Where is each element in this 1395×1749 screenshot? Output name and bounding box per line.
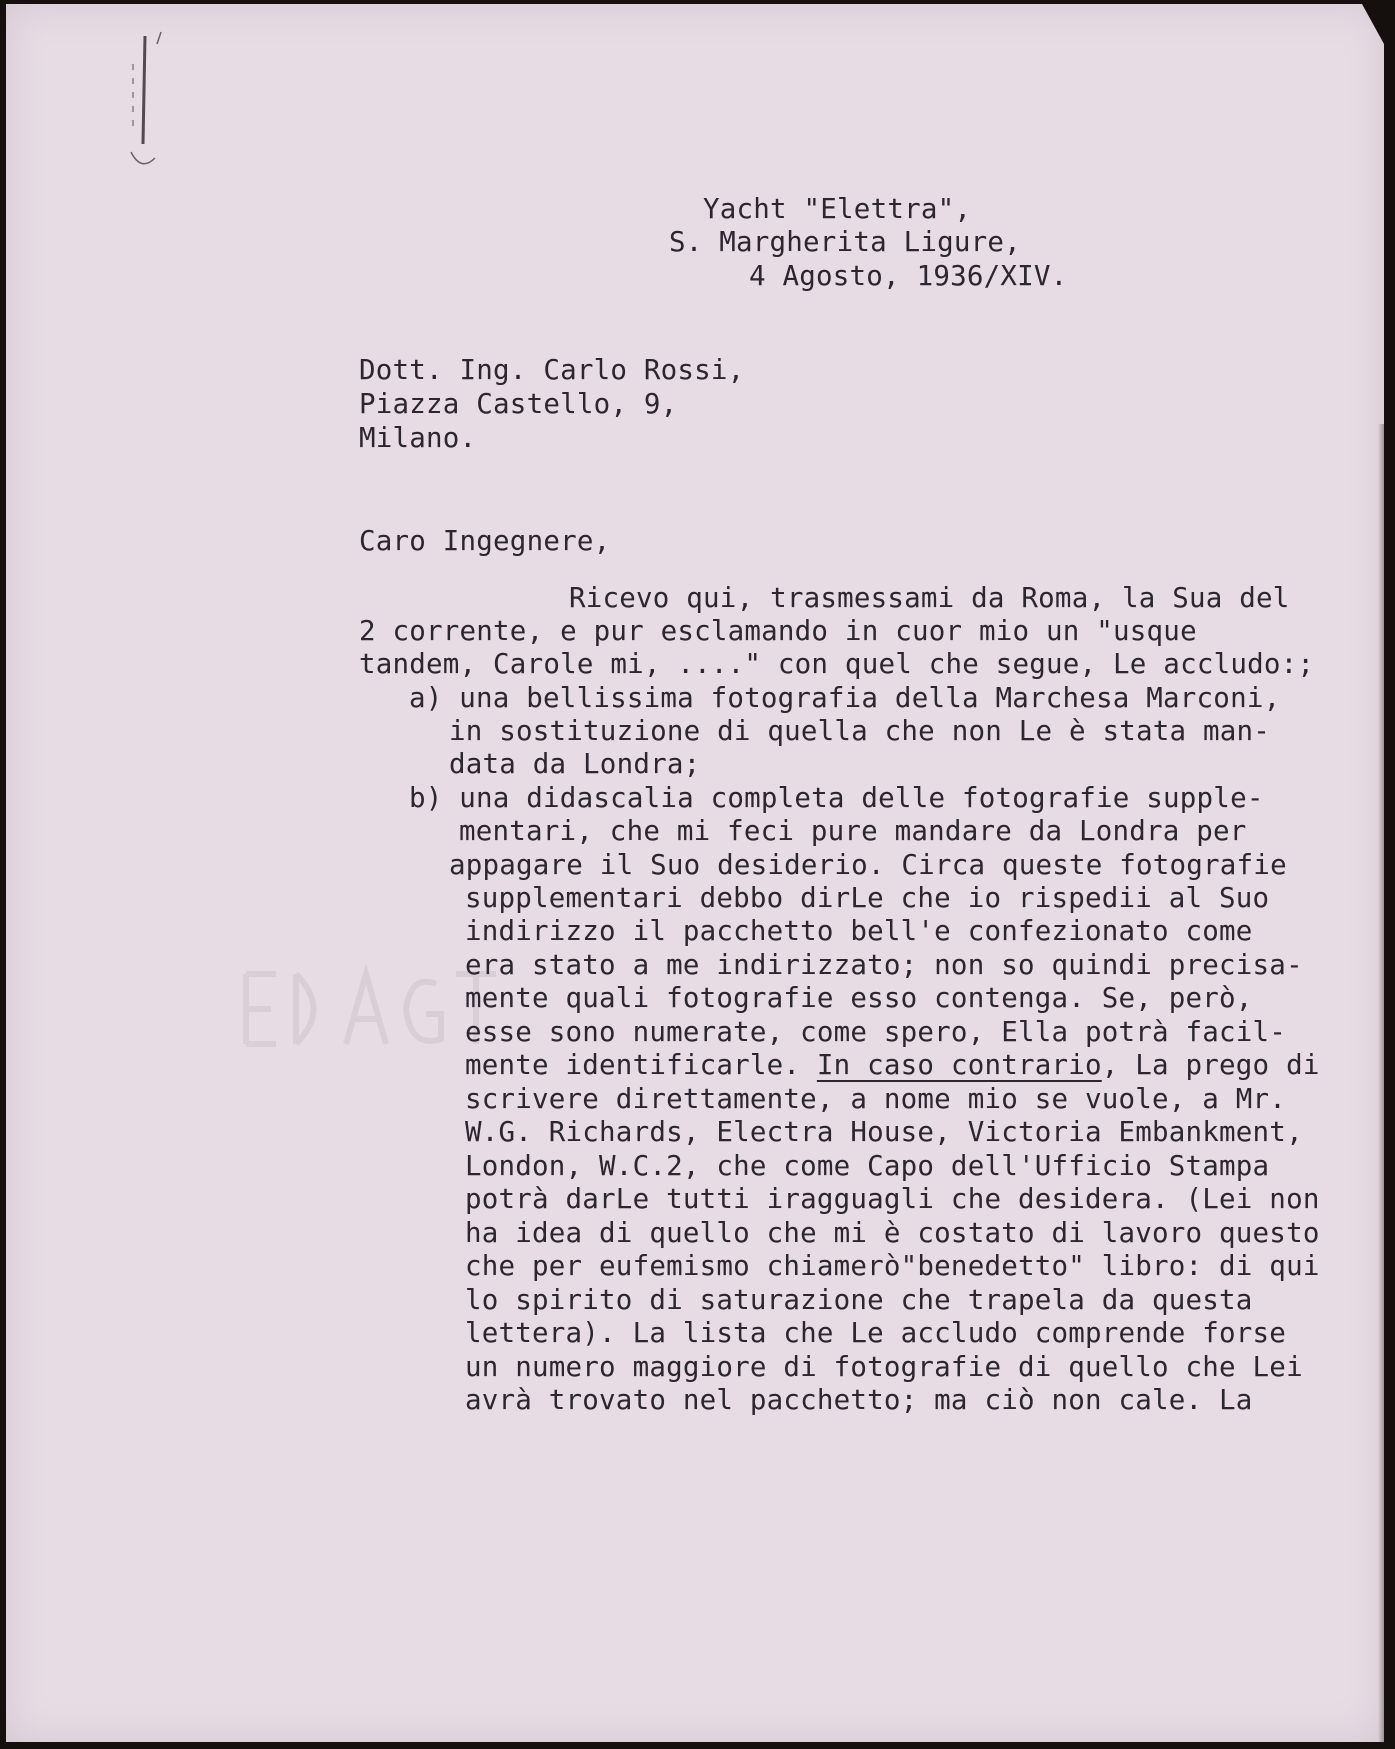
- body-line: Ricevo qui, trasmessami da Roma, la Sua del: [569, 582, 1290, 614]
- body-line: in sostituzione di quella che non Le è stata man-: [449, 715, 1271, 747]
- staple-hole-mark: [121, 24, 181, 174]
- body-line: mentari, che mi feci pure mandare da Londra per: [459, 815, 1247, 847]
- body-line: W.G. Richards, Electra House, Victoria Embankment,: [465, 1116, 1303, 1148]
- body-line: che per eufemismo chiamerò"benedetto" libro: di qui: [465, 1250, 1320, 1282]
- torn-corner: [1362, 4, 1384, 44]
- body-line: potrà darLe tutti iragguagli che desidera. (Lei non: [465, 1183, 1320, 1215]
- body-line: supplementari debbo dirLe che io rispedii al Suo: [465, 882, 1270, 914]
- body-line: lettera). La lista che Le accludo comprende forse: [465, 1317, 1287, 1349]
- body-line: 2 corrente, e pur esclamando in cuor mio un "usque: [359, 615, 1197, 647]
- list-item-b: b) una didascalia completa delle fotografie supple-: [409, 782, 1264, 814]
- body-text: , La prego di: [1101, 1049, 1320, 1081]
- body-line: appagare il Suo desiderio. Circa queste fotografie: [449, 849, 1287, 881]
- recipient-city: Milano.: [359, 422, 477, 454]
- recipient-street: Piazza Castello, 9,: [359, 388, 678, 420]
- body-line: tandem, Carole mi, ...." con quel che segue, Le accludo:;: [359, 648, 1315, 680]
- page-edge-shadow: [1378, 424, 1384, 1744]
- body-line: data da Londra;: [449, 748, 701, 780]
- body-line: era stato a me indirizzato; non so quindi precisa-: [465, 949, 1303, 981]
- recipient-name: Dott. Ing. Carlo Rossi,: [359, 354, 745, 386]
- body-line: ha idea di quello che mi è costato di lavoro questo: [465, 1217, 1320, 1249]
- body-text: mente identificarle.: [465, 1049, 817, 1081]
- underlined-phrase: In caso contrario: [816, 1049, 1102, 1081]
- body-line: esse sono numerate, come spero, Ella potrà facil-: [465, 1016, 1287, 1048]
- body-line: scrivere direttamente, a nome mio se vuole, a Mr.: [465, 1083, 1287, 1115]
- body-line: London, W.C.2, che come Capo dell'Ufficio Stampa: [465, 1150, 1270, 1182]
- letterhead-line-1: Yacht "Elettra",: [703, 193, 972, 225]
- date-line: 4 Agosto, 1936/XIV.: [749, 260, 1068, 292]
- body-line: indirizzo il pacchetto bell'e confezionato come: [465, 915, 1253, 947]
- body-line: lo spirito di saturazione che trapela da questa: [465, 1284, 1253, 1316]
- salutation: Caro Ingegnere,: [359, 525, 611, 557]
- body-line: [465, 1049, 1320, 1081]
- body-line: avrà trovato nel pacchetto; ma ciò non cale. La: [465, 1384, 1253, 1416]
- body-line: un numero maggiore di fotografie di quello che Lei: [465, 1351, 1303, 1383]
- letterhead-line-2: S. Margherita Ligure,: [669, 226, 1021, 258]
- body-line: mente quali fotografie esso contenga. Se, però,: [465, 982, 1253, 1014]
- list-item-a: a) una bellissima fotografia della Marchesa Marconi,: [409, 682, 1281, 714]
- letter-page: [6, 4, 1384, 1742]
